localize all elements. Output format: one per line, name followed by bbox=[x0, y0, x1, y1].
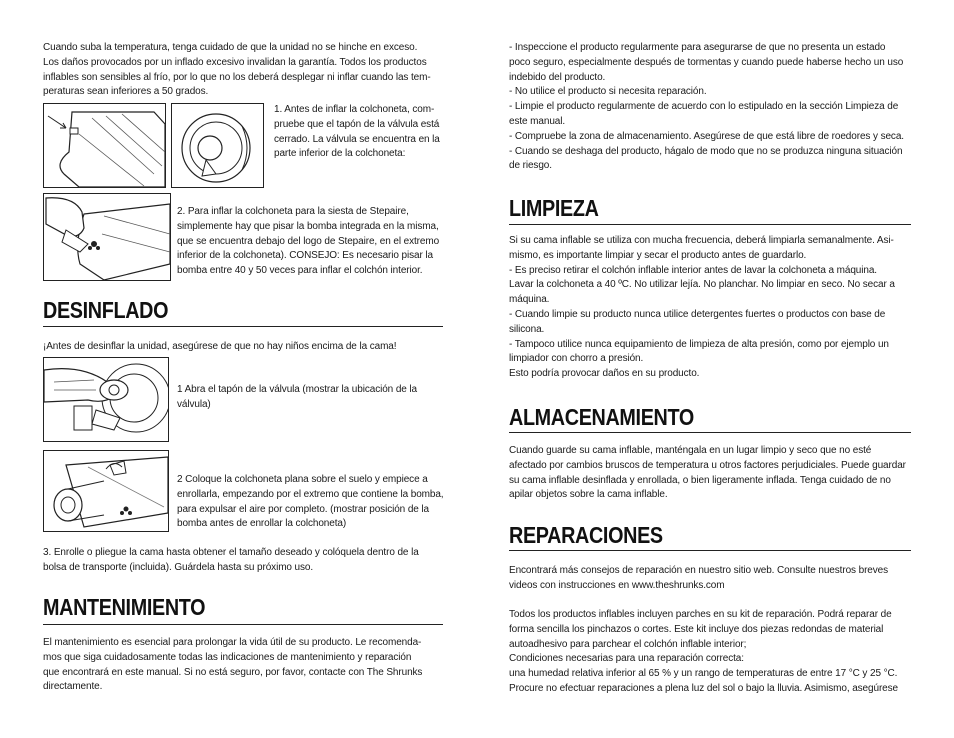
section-divider bbox=[43, 624, 443, 625]
text-line: Si su cama inflable se utiliza con mucha frecuencia, deberá limpiarla semanalmente. Asi- bbox=[509, 235, 894, 246]
text-line: que se encuentra debajo del logo de Stepaire, en el extremo bbox=[177, 235, 440, 247]
text-line: peraturas sean inferiores a 50 grados. bbox=[43, 86, 209, 98]
text-line: su cama inflable desinflada y enrollada, o bien ligeramente inflada. Tenga cuidado de no bbox=[509, 474, 891, 486]
intro-paragraph bbox=[43, 41, 431, 100]
foot-pump-illustration bbox=[43, 193, 171, 281]
deflate-step-3 bbox=[43, 546, 419, 576]
deflate-step-2 bbox=[177, 473, 452, 532]
text-line: limpiador con chorro a presión. bbox=[509, 353, 644, 365]
text-line: poco seguro, especialmente después de tormentas y cuando puede haberse hecho un uso bbox=[509, 56, 904, 68]
repair-paragraph-2 bbox=[509, 608, 898, 697]
storage-paragraph bbox=[509, 444, 906, 503]
text-line: válvula) bbox=[177, 398, 211, 410]
deflate-warning bbox=[43, 340, 396, 355]
section-heading-reparaciones: REPARACIONES bbox=[509, 522, 663, 548]
text-line: que encontrará en este manual. Si no está seguro, por favor, contacte con The Shrunks bbox=[43, 666, 423, 678]
text-line: Encontrará más consejos de reparación en nuestro sitio web. Consulte nuestros breves bbox=[509, 565, 889, 576]
text-line: de riesgo. bbox=[509, 160, 552, 172]
text-line: ¡Antes de desinflar la unidad, asegúrese de que no hay niños encima de la cama! bbox=[43, 341, 397, 352]
section-divider bbox=[509, 432, 911, 433]
text-line: simplemente hay que pisar la bomba integrada en la misma, bbox=[177, 220, 439, 232]
text-line: silicona. bbox=[509, 323, 545, 335]
text-line: - Inspeccione el producto regularmente para asegurarse de que no presenta un estado bbox=[509, 42, 886, 53]
text-line: Lavar la colchoneta a 40 ºC. No utilizar lejía. No planchar. No limpiar en seco. No secar a bbox=[509, 279, 895, 291]
text-line: Todos los productos inflables incluyen parches en su kit de reparación. Podrá reparar de bbox=[509, 609, 892, 620]
section-heading-mantenimiento: MANTENIMIENTO bbox=[43, 594, 206, 620]
rolling-mattress-illustration bbox=[43, 450, 169, 532]
section-divider bbox=[43, 326, 443, 327]
section-divider bbox=[509, 550, 911, 551]
text-line: autoadhesivo para parchear el colchón inflable interior; bbox=[509, 638, 747, 650]
text-line: El mantenimiento es esencial para prolongar la vida útil de su producto. Le recomenda- bbox=[43, 637, 422, 648]
text-line: bolsa de transporte (incluida). Guárdela hasta su próximo uso. bbox=[43, 561, 314, 573]
text-line: Cuando guarde su cama inflable, manténgala en un lugar limpio y seco que no esté bbox=[509, 445, 872, 456]
text-line: este manual. bbox=[509, 115, 566, 127]
text-line: bomba antes de enrollar la colchoneta) bbox=[177, 518, 347, 530]
section-heading-desinflado: DESINFLADO bbox=[43, 297, 169, 323]
section-heading-limpieza: LIMPIEZA bbox=[509, 195, 599, 221]
text-line: afectado por cambios bruscos de temperatura u otros factores perjudiciales. Puede guardar bbox=[509, 459, 906, 471]
section-heading-almacenamiento: ALMACENAMIENTO bbox=[509, 404, 694, 430]
text-line: Cuando suba la temperatura, tenga cuidado de que la unidad no se hinche en exceso. bbox=[43, 42, 418, 53]
valve-open-illustration bbox=[43, 357, 169, 442]
text-line: videos con instrucciones en www.theshrunks.com bbox=[509, 579, 725, 591]
text-line: 2. Para inflar la colchoneta para la siesta de Stepaire, bbox=[177, 206, 409, 217]
text-line: máquina. bbox=[509, 294, 550, 306]
text-line: bomba entre 40 y 50 veces para inflar el colchón interior. bbox=[177, 265, 423, 277]
text-line: Condiciones necesarias para una reparación correcta: bbox=[509, 653, 744, 665]
text-line: indebido del producto. bbox=[509, 71, 606, 83]
repair-paragraph-1 bbox=[509, 564, 888, 594]
text-line: para expulsar el aire por completo. (mostrar posición de la bbox=[177, 503, 430, 515]
mattress-valve-illustration bbox=[43, 103, 166, 188]
text-line: forma sencilla los pinchazos o cortes. Este kit incluye dos piezas redondas de material bbox=[509, 623, 884, 635]
text-line: enrollarla, empezando por el extremo que contiene la bomba, bbox=[177, 488, 444, 500]
text-line: - Cuando limpie su producto nunca utilice detergentes fuertes o productos con base de bbox=[509, 308, 886, 320]
text-line: - Compruebe la zona de almacenamiento. Asegúrese de que está libre de roedores y seca. bbox=[509, 130, 904, 142]
maintenance-paragraph bbox=[43, 636, 422, 695]
text-line: pruebe que el tapón de la válvula está bbox=[274, 118, 440, 130]
text-line: - No utilice el producto si necesita reparación. bbox=[509, 86, 707, 98]
valve-closeup-illustration bbox=[171, 103, 264, 188]
text-line: inferior de la colchoneta). CONSEJO: Es necesario pisar la bbox=[177, 250, 433, 262]
text-line: una humedad relativa inferior al 65 % y un rango de temperaturas de entre 17 °C y 25 °C. bbox=[509, 668, 898, 680]
text-line: - Es preciso retirar el colchón inflable interior antes de lavar la colchoneta a máquina. bbox=[509, 264, 877, 276]
text-line: - Limpie el producto regularmente de acuerdo con lo estipulado en la sección Limpieza de bbox=[509, 101, 899, 113]
text-line: 2 Coloque la colchoneta plana sobre el suelo y empiece a bbox=[177, 474, 428, 485]
inflate-step-2 bbox=[177, 205, 452, 279]
text-line: parte inferior de la colchoneta: bbox=[274, 148, 406, 160]
section-divider bbox=[509, 224, 911, 225]
cleaning-paragraph bbox=[509, 234, 895, 382]
text-line: apilar objetos sobre la cama inflable. bbox=[509, 489, 668, 501]
text-line: cerrado. La válvula se encuentra en la bbox=[274, 133, 440, 145]
text-line: - Cuando se deshaga del producto, hágalo de modo que no se produzca ninguna situación bbox=[509, 145, 903, 157]
text-line: 3. Enrolle o pliegue la cama hasta obtener el tamaño deseado y colóquela dentro de la bbox=[43, 547, 419, 558]
text-line: Esto podría provocar daños en su producto. bbox=[509, 368, 700, 380]
text-line: Procure no efectuar reparaciones a plena luz del sol o bajo la lluvia. Asimismo, asegúrese bbox=[509, 682, 898, 694]
text-line: Los daños provocados por un inflado excesivo invalidan la garantía. Todos los productos bbox=[43, 56, 427, 68]
maintenance-checklist bbox=[509, 41, 904, 174]
text-line: mos que siga cuidadosamente todas las indicaciones de mantenimiento y reparación bbox=[43, 651, 412, 663]
text-line: 1. Antes de inflar la colchoneta, com- bbox=[274, 104, 435, 115]
inflate-step-1 bbox=[274, 103, 449, 162]
deflate-step-1 bbox=[177, 383, 447, 413]
text-line: directamente. bbox=[43, 681, 103, 693]
text-line: inflables son sensibles al frío, por lo que no los deberá desplegar ni inflar cuando las tem- bbox=[43, 71, 431, 83]
text-line: - Tampoco utilice nunca equipamiento de limpieza de alta presión, como por ejemplo un bbox=[509, 338, 889, 350]
text-line: 1 Abra el tapón de la válvula (mostrar la ubicación de la bbox=[177, 384, 417, 395]
text-line: mismo, es importante limpiar y secar el producto antes de guardarlo. bbox=[509, 249, 807, 261]
